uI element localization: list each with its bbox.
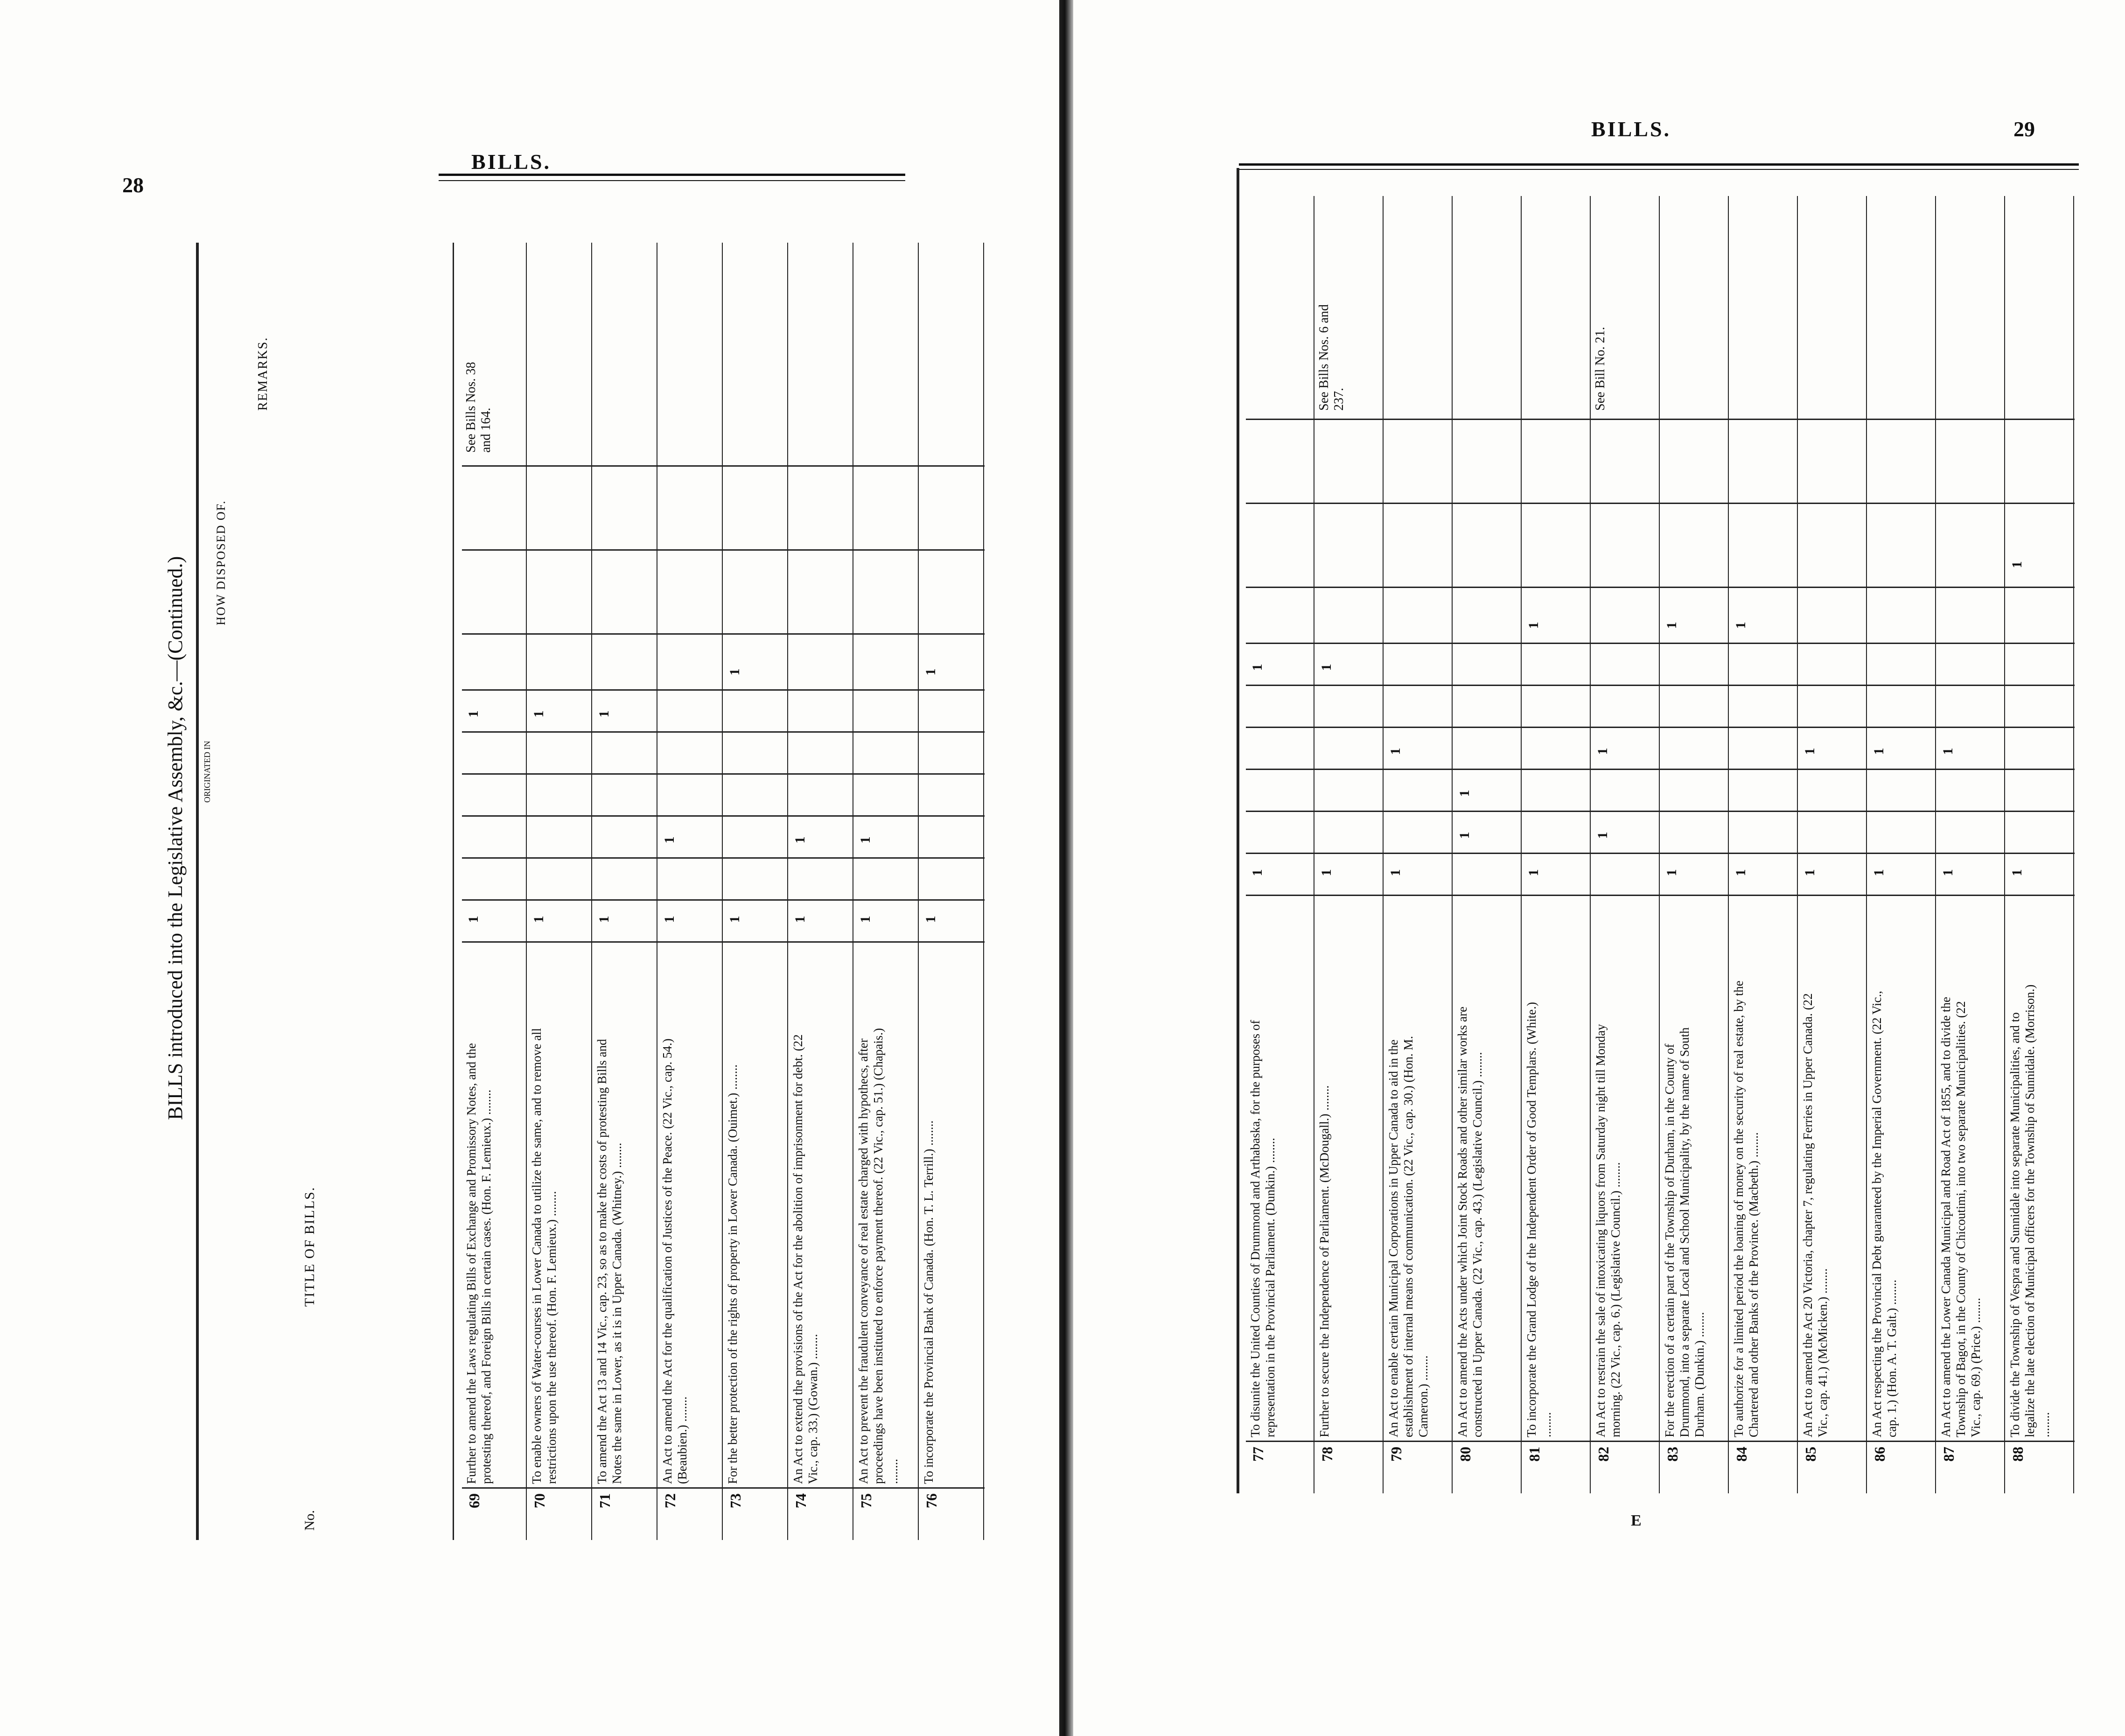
disposition-mark: 1 bbox=[1319, 664, 1334, 671]
row-rule bbox=[983, 243, 984, 1540]
bill-remark: See Bills Nos. 38 and 164. bbox=[464, 362, 493, 453]
disposition-mark: 1 bbox=[1595, 748, 1610, 755]
row-rule bbox=[1866, 196, 1867, 1493]
bill-remark: See Bills Nos. 6 and 237. bbox=[1317, 304, 1346, 411]
column-rule bbox=[462, 633, 985, 635]
bill-number: 76 bbox=[923, 1493, 940, 1508]
table-caption: BILLS introduced into the Legislative Assembly, &c.—(Continued.) bbox=[164, 556, 187, 1120]
bill-row bbox=[1591, 196, 1660, 1493]
originated-mark: 1 bbox=[531, 916, 546, 923]
bill-title: Further to amend the Laws regulating Bills of Exchange and Promissory Notes, and the protesting thereof, and Foreign Bills in certain cases. (Hon. F. Lemieux.) ........ bbox=[464, 1043, 493, 1484]
column-rule bbox=[1246, 587, 2075, 588]
bill-number: 87 bbox=[1940, 1447, 1957, 1462]
column-rule bbox=[1246, 811, 2075, 812]
col-originated: ORIGINATED IN bbox=[203, 741, 212, 803]
bill-row bbox=[1798, 196, 1867, 1493]
header-rule bbox=[453, 243, 454, 1540]
column-rule bbox=[1246, 419, 2075, 420]
disposition-mark: 1 bbox=[1526, 622, 1541, 629]
bill-row bbox=[789, 243, 854, 1540]
table-outer-rule bbox=[196, 243, 199, 1540]
disposition-mark: 1 bbox=[1457, 790, 1472, 797]
bill-title: An Act respecting the Provincial Debt guaranteed by the Imperial Government. (22 Vic., cap. 1.) (Hon. A. T. Galt.) ........ bbox=[1870, 991, 1899, 1437]
row-rule bbox=[1590, 196, 1591, 1493]
col-how-disposed: HOW DISPOSED OF. bbox=[214, 500, 228, 625]
bill-title: To enable owners of Water-courses in Lower Canada to utilize the same, and to remove all restrictions upon the use thereof. (Hon. F. Lemieux.) ........ bbox=[530, 1028, 559, 1484]
row-rule bbox=[526, 243, 527, 1540]
bill-number: 83 bbox=[1664, 1447, 1681, 1462]
column-rule bbox=[462, 899, 985, 901]
row-rule bbox=[918, 243, 919, 1540]
column-rule bbox=[462, 731, 985, 733]
disposition-mark: 1 bbox=[1940, 748, 1956, 755]
bill-number: 79 bbox=[1388, 1447, 1405, 1462]
column-rule bbox=[1246, 643, 2075, 644]
bill-number: 82 bbox=[1595, 1447, 1612, 1462]
column-rule bbox=[462, 549, 985, 551]
bill-row bbox=[1453, 196, 1522, 1493]
bill-number: 86 bbox=[1871, 1447, 1888, 1462]
column-rule bbox=[1246, 503, 2075, 504]
bill-title: An Act to enable certain Municipal Corporations in Upper Canada to aid in the establishment of internal means of communication. (22 Vic., cap. 30.) (Hon. M. Cameron.) ........ bbox=[1386, 1036, 1430, 1437]
bill-row bbox=[1315, 196, 1384, 1493]
bill-title: An Act to amend the Act for the qualification of Justices of the Peace. (22 Vic., cap. 54.) (Beaubien.) ........ bbox=[660, 1038, 689, 1484]
bill-title: For the erection of a certain part of the Township of Durham, in the County of Drummond, into a separate Local and School Municipality, by the name of South Durham. (Dunkin.) ........ bbox=[1663, 1027, 1706, 1437]
originated-mark: 1 bbox=[1802, 869, 1817, 876]
row-rule bbox=[1797, 196, 1798, 1493]
bill-row bbox=[2006, 196, 2075, 1493]
column-rule bbox=[1246, 769, 2075, 770]
bill-title: An Act to restrain the sale of intoxicating liquors from Saturday night till Monday morning. (22 Vic., cap. 6.) (Legislative Council.) ........ bbox=[1594, 1024, 1622, 1437]
originated-mark: 1 bbox=[1319, 869, 1334, 876]
bill-remark: See Bill No. 21. bbox=[1593, 327, 1608, 411]
column-rule bbox=[462, 815, 985, 817]
bill-row bbox=[1867, 196, 1936, 1493]
signature-mark: E bbox=[1631, 1512, 1642, 1529]
bill-row bbox=[1246, 196, 1315, 1493]
bill-number: 84 bbox=[1733, 1447, 1750, 1462]
bill-title: To divide the Township of Vespra and Sunnidale into separate Municipalities, and to legalize the late election of Municipal officers for the Township of Sunnidale. (Morrison.) ........ bbox=[2008, 984, 2052, 1437]
row-rule bbox=[2004, 196, 2005, 1493]
row-rule bbox=[1935, 196, 1936, 1493]
bill-row bbox=[462, 243, 527, 1540]
column-rule bbox=[462, 941, 985, 943]
originated-mark: 1 bbox=[2009, 869, 2025, 876]
originated-mark: 1 bbox=[1940, 869, 1956, 876]
disposition-mark: 1 bbox=[1250, 664, 1265, 671]
originated-mark: 1 bbox=[1871, 869, 1887, 876]
bill-title: An Act to amend the Act 20 Victoria, chapter 7, regulating Ferries in Upper Canada. (22 Vic., cap. 41.) (McMicken.) ........ bbox=[1801, 993, 1830, 1437]
row-rule bbox=[1452, 196, 1453, 1493]
disposition-mark: 1 bbox=[792, 836, 808, 844]
column-rule bbox=[462, 689, 985, 691]
row-rule bbox=[1383, 196, 1384, 1493]
book-gutter bbox=[1059, 0, 1073, 1736]
bill-number: 78 bbox=[1319, 1447, 1335, 1462]
bill-row bbox=[723, 243, 789, 1540]
right-page bbox=[1073, 0, 2125, 1736]
bill-number: 77 bbox=[1250, 1447, 1266, 1462]
bill-row bbox=[1936, 196, 2006, 1493]
bill-title: To disunite the United Counties of Drummond and Arthabaska, for the purposes of representation in the Provincial Parliament. (Dunkin.) ........ bbox=[1248, 1020, 1277, 1437]
column-rule bbox=[1246, 895, 2075, 896]
row-rule bbox=[2073, 196, 2074, 1493]
bill-number: 75 bbox=[858, 1493, 874, 1508]
originated-mark: 1 bbox=[596, 916, 612, 923]
bill-row bbox=[527, 243, 593, 1540]
originated-mark: 1 bbox=[1664, 869, 1679, 876]
bill-title: For the better protection of the rights of property in Lower Canada. (Ouimet.) ........ bbox=[726, 1064, 740, 1484]
column-rule bbox=[1246, 853, 2075, 854]
head-rule bbox=[439, 174, 905, 176]
bill-number: 74 bbox=[792, 1493, 809, 1508]
disposition-mark: 1 bbox=[2009, 561, 2025, 568]
column-rule bbox=[462, 773, 985, 775]
disposition-mark: 1 bbox=[466, 710, 481, 718]
bill-number: 72 bbox=[662, 1493, 678, 1508]
column-rule bbox=[462, 1487, 985, 1489]
bill-row bbox=[1729, 196, 1798, 1493]
disposition-mark: 1 bbox=[1388, 748, 1403, 755]
bill-row bbox=[658, 243, 723, 1540]
left-page bbox=[0, 0, 1059, 1736]
originated-mark: 1 bbox=[662, 916, 677, 923]
bill-title: An Act to prevent the fraudulent conveyance of real estate charged with hypothecs, after proceedings have been instituted to enforce payment thereof. (22 Vic., cap. 51.) (Chapais.) ........ bbox=[856, 1028, 900, 1484]
bill-row bbox=[1660, 196, 1729, 1493]
bills-table-right bbox=[1237, 168, 2086, 1493]
bill-row bbox=[593, 243, 658, 1540]
bill-number: 73 bbox=[727, 1493, 744, 1508]
originated-mark: 1 bbox=[1388, 869, 1403, 876]
disposition-mark: 1 bbox=[596, 710, 612, 718]
bill-title: To authorize for a limited period the loaning of money on the security of real estate, by the Chartered and other Banks of the Province. (Macbeth.) ........ bbox=[1732, 980, 1761, 1437]
bill-title: To incorporate the Provincial Bank of Canada. (Hon. T. L. Terrill.) ........ bbox=[922, 1120, 936, 1484]
row-rule bbox=[1659, 196, 1660, 1493]
bill-title: An Act to extend the provisions of the Act for the abolition of imprisonment for debt. (22 Vic., cap. 33.) (Gowan.) ........ bbox=[791, 1034, 820, 1484]
col-no: No. bbox=[302, 1510, 317, 1531]
originated-mark: 1 bbox=[1250, 869, 1265, 876]
bill-title: Further to secure the Independence of Parliament. (McDougall.) ........ bbox=[1317, 1085, 1331, 1437]
column-rule bbox=[1246, 1441, 2075, 1442]
originated-mark: 1 bbox=[923, 916, 938, 923]
disposition-mark: 1 bbox=[858, 836, 873, 844]
row-rule bbox=[1521, 196, 1522, 1493]
bill-title: An Act to amend the Acts under which Joint Stock Roads and other similar works are constructed in Upper Canada. (22 Vic., cap. 43.) (Legislative Council.) ........ bbox=[1455, 1006, 1484, 1437]
bill-number: 88 bbox=[2009, 1447, 2026, 1462]
disposition-mark: 1 bbox=[727, 668, 742, 676]
disposition-mark: 1 bbox=[531, 710, 546, 718]
bill-row bbox=[919, 243, 985, 1540]
bill-number: 70 bbox=[531, 1493, 548, 1508]
disposition-mark: 1 bbox=[662, 836, 677, 844]
column-rule bbox=[1246, 727, 2075, 728]
bill-title: To incorporate the Grand Lodge of the Independent Order of Good Templars. (White.) ........ bbox=[1524, 1002, 1553, 1437]
originated-mark: 1 bbox=[1595, 832, 1610, 839]
column-rule bbox=[462, 465, 985, 467]
head-rule-thin bbox=[439, 180, 905, 181]
bill-number: 81 bbox=[1526, 1447, 1543, 1462]
page-number: 29 bbox=[2013, 117, 2035, 141]
bill-number: 80 bbox=[1457, 1447, 1474, 1462]
originated-mark: 1 bbox=[466, 916, 481, 923]
row-rule bbox=[591, 243, 592, 1540]
bill-title: To amend the Act 13 and 14 Vic., cap. 23, so as to make the costs of protesting Bills and Notes the same in Lower, as it is in Upper Canada. (Whitney.) ........ bbox=[595, 1039, 624, 1484]
bill-row bbox=[854, 243, 919, 1540]
table-outer-rule bbox=[1237, 168, 1239, 1493]
running-head: BILLS. bbox=[1591, 117, 1671, 141]
bill-number: 85 bbox=[1802, 1447, 1819, 1462]
column-rule bbox=[1246, 685, 2075, 686]
originated-mark: 1 bbox=[858, 916, 873, 923]
bill-number: 71 bbox=[596, 1493, 613, 1508]
bill-row bbox=[1384, 196, 1453, 1493]
running-head: BILLS. bbox=[471, 150, 552, 174]
head-rule bbox=[1239, 163, 2079, 166]
col-title: TITLE OF BILLS. bbox=[302, 1186, 317, 1307]
originated-mark: 1 bbox=[1733, 869, 1748, 876]
disposition-mark: 1 bbox=[1733, 622, 1748, 629]
page-number: 28 bbox=[122, 173, 144, 197]
column-rule bbox=[462, 857, 985, 859]
bill-title: An Act to amend the Lower Canada Municipal and Road Act of 1855, and to divide the Township of Bagot, in the County of Chicoutimi, into two separate Municipalities. (22 Vic., cap. 69.) (Price.) ........ bbox=[1939, 996, 1983, 1437]
disposition-mark: 1 bbox=[923, 668, 938, 676]
bill-row bbox=[1522, 196, 1591, 1493]
row-rule bbox=[722, 243, 723, 1540]
disposition-mark: 1 bbox=[1664, 622, 1679, 629]
originated-mark: 1 bbox=[1526, 869, 1541, 876]
row-rule bbox=[1728, 196, 1729, 1493]
disposition-mark: 1 bbox=[1871, 748, 1887, 755]
row-rule bbox=[787, 243, 788, 1540]
col-remarks: REMARKS. bbox=[256, 336, 270, 411]
disposition-mark: 1 bbox=[1802, 748, 1817, 755]
originated-mark: 1 bbox=[1457, 832, 1472, 839]
originated-mark: 1 bbox=[792, 916, 808, 923]
originated-mark: 1 bbox=[727, 916, 742, 923]
bill-number: 69 bbox=[466, 1493, 482, 1508]
bills-table-left bbox=[163, 243, 994, 1540]
